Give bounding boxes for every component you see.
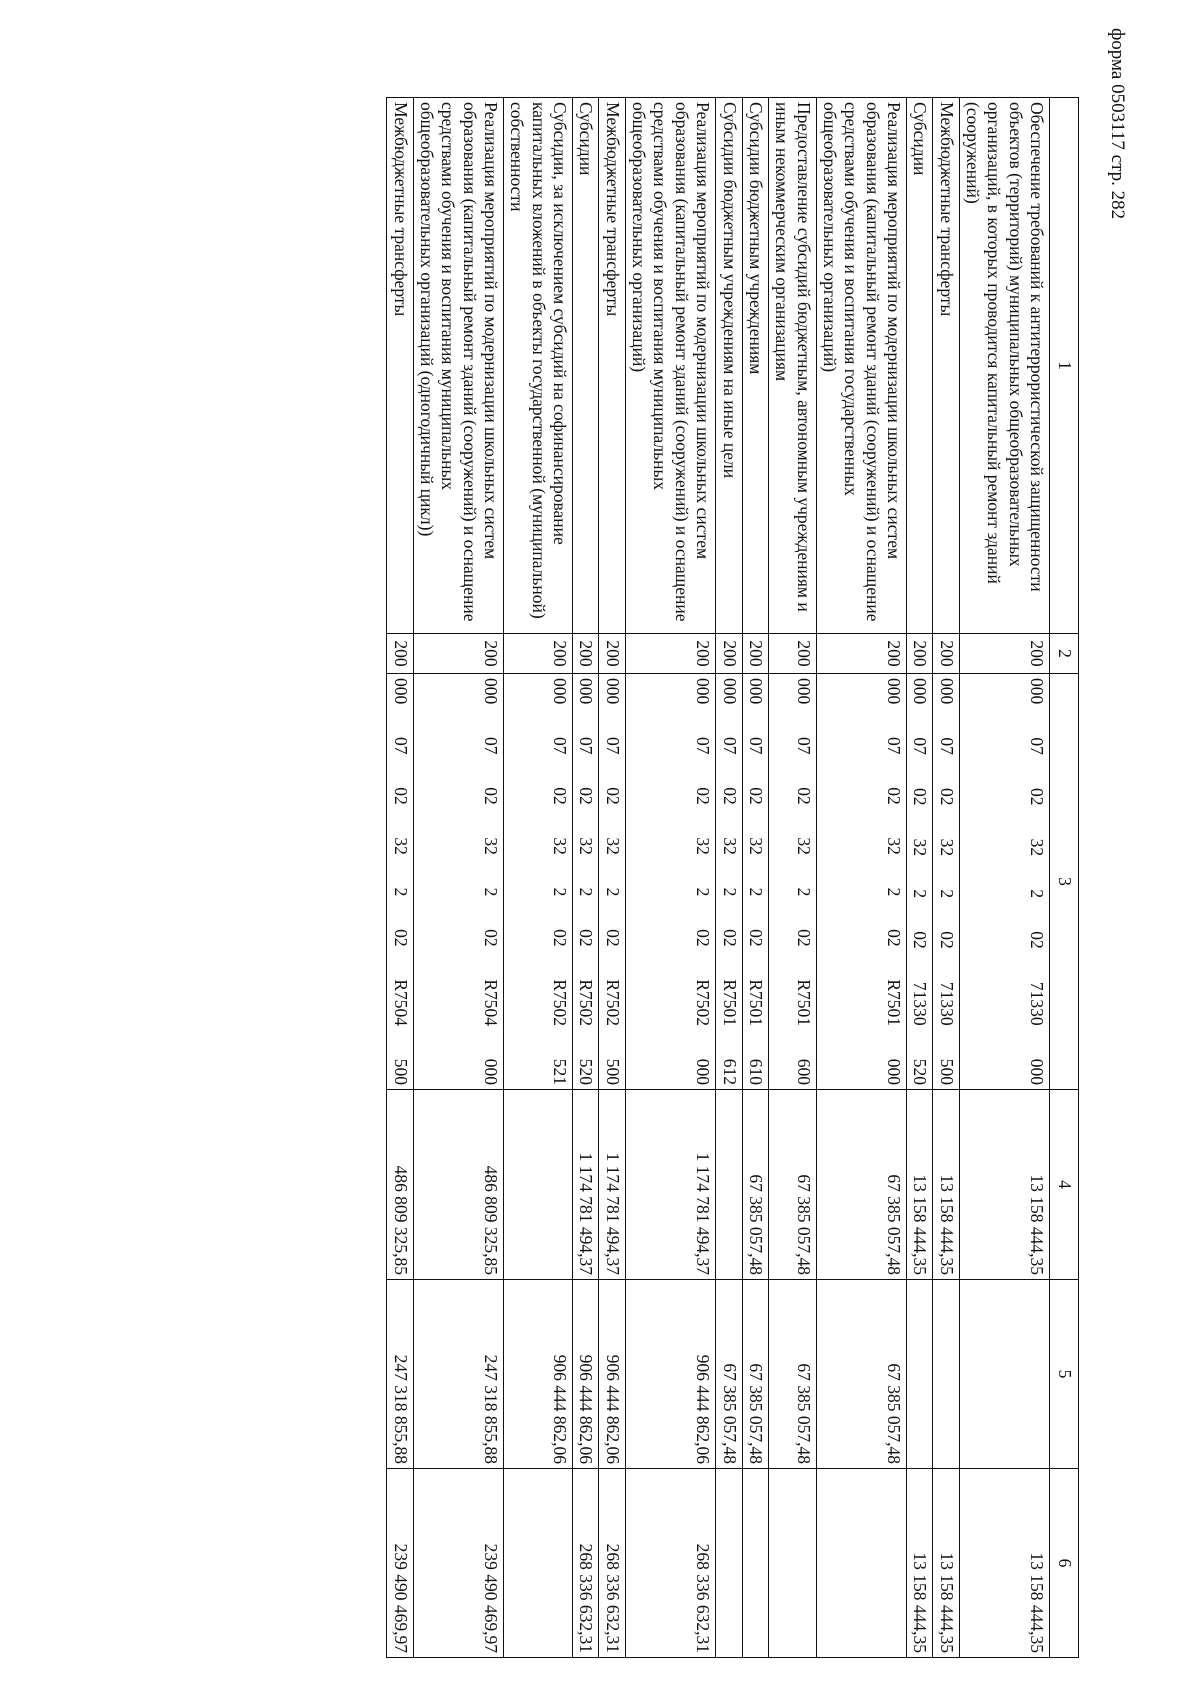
header-col-3: 3 [1050,674,1079,1090]
code-part: 07 [602,736,623,755]
amount-col-4 [504,1090,573,1280]
table-row [504,98,573,1658]
code-part: 000 [550,678,571,705]
row-name-cell: Реализация мероприятий по модернизации школьных систем образования (капитальный ремонт зданий (сооружений) и оснащение средствами обучения и воспитания муниципальных общеобразовательных организаций) [625,98,715,634]
code-part: 07 [745,736,766,755]
code-part: 02 [481,929,502,947]
amount-col-5: 906 444 862,06 [625,1280,715,1469]
classification-code-cell [906,674,932,1090]
code-part: 500 [602,1058,623,1085]
code-part: 2 [719,887,740,897]
code-part: 32 [693,837,714,855]
code-part: 2 [936,889,957,899]
classification-code [718,678,739,1085]
classification-code [909,678,930,1085]
amount-col-5 [959,1280,1049,1469]
code-part: 02 [745,787,766,805]
line-code-cell: 200 [504,634,573,674]
header-row [1050,98,1079,1658]
code-part: 02 [936,931,957,949]
code-part: 07 [793,736,814,755]
budget-table [386,97,1079,1658]
code-part: 2 [745,887,766,897]
amount-col-5: 67 385 057,48 [742,1280,768,1469]
amount-col-6: 268 336 632,31 [625,1469,715,1658]
code-part: 000 [481,678,502,705]
code-part: 02 [602,787,623,805]
amount-col-4: 67 385 057,48 [742,1090,768,1280]
code-part: 000 [602,678,623,705]
classification-code [575,678,596,1085]
row-name-cell: Реализация мероприятий по модернизации школьных систем образования (капитальный ремонт зданий (сооружений) и оснащение средствами обучения и воспитания муниципальных общеобразовательных организаций (одногодичный цикл)) [413,98,503,634]
code-part: 000 [693,1058,714,1085]
code-part: 02 [481,787,502,805]
code-part: 02 [1027,788,1047,806]
header-col-6: 6 [1050,1469,1079,1658]
amount-col-6: 13 158 444,35 [933,1469,959,1658]
classification-code-cell [504,674,573,1090]
table-row [768,98,816,1658]
amount-col-4 [716,1090,742,1280]
classification-code [935,678,956,1085]
code-part: 71330 [936,981,957,1026]
code-part: 000 [1027,1058,1047,1085]
classification-code-cell [933,674,959,1090]
code-part: R7502 [550,979,571,1026]
amount-col-5: 906 444 862,06 [599,1280,625,1469]
amount-col-4: 13 158 444,35 [959,1090,1049,1280]
classification-code [389,678,410,1085]
code-part: 02 [910,931,931,949]
form-page-label: форма 0503117 стр. 282 [1107,28,1128,220]
code-part: 32 [883,837,904,855]
code-part: 02 [910,788,931,806]
amount-col-6 [716,1469,742,1658]
classification-code-cell [599,674,625,1090]
code-part: 520 [910,1058,931,1085]
row-name-cell: Субсидии, за исключением субсидий на софинансирование капитальных вложений в объекты государственной (муниципальной) собственности [504,98,573,634]
code-part: 000 [1027,678,1047,705]
code-part: 32 [550,837,571,855]
amount-col-4: 67 385 057,48 [768,1090,816,1280]
code-part: R7501 [883,979,904,1026]
table-row [816,98,906,1658]
code-part: 02 [550,787,571,805]
amount-col-5: 67 385 057,48 [716,1280,742,1469]
header-col-1: 1 [1050,98,1079,634]
amount-col-4: 1 174 781 494,37 [625,1090,715,1280]
amount-col-4: 486 809 325,85 [413,1090,503,1280]
code-part: 32 [719,837,740,855]
amount-col-6: 268 336 632,31 [573,1469,599,1658]
code-part: 02 [745,929,766,947]
row-name-cell: Межбюджетные трансферты [933,98,959,634]
amount-col-6 [504,1469,573,1658]
line-code-cell: 200 [387,634,413,674]
amount-col-6: 239 490 469,97 [413,1469,503,1658]
classification-code-cell [768,674,816,1090]
table-row [716,98,742,1658]
code-part: 02 [883,929,904,947]
code-part: 2 [576,887,597,897]
code-part: 32 [481,837,502,855]
amount-col-4: 1 174 781 494,37 [599,1090,625,1280]
code-part: 000 [936,678,957,705]
amount-col-5: 67 385 057,48 [816,1280,906,1469]
code-part: 2 [883,887,904,897]
code-part: 000 [576,678,597,705]
code-part: 07 [936,737,957,755]
code-part: R7501 [745,979,766,1026]
code-part: 000 [910,678,931,705]
table-row [573,98,599,1658]
amount-col-6 [768,1469,816,1658]
line-code-cell: 200 [768,634,816,674]
classification-code-cell [573,674,599,1090]
classification-code [792,678,813,1085]
code-part: 02 [576,929,597,947]
amount-col-6 [816,1469,906,1658]
code-part: 07 [390,736,411,755]
code-part: 32 [602,837,623,855]
amount-col-6: 13 158 444,35 [906,1469,932,1658]
row-name-cell: Субсидии бюджетным учреждениям на иные цели [716,98,742,634]
code-part: 07 [576,736,597,755]
code-part: 02 [793,787,814,805]
line-code-cell: 200 [599,634,625,674]
code-part: R7502 [576,979,597,1026]
code-part: 02 [693,787,714,805]
code-part: 2 [481,887,502,897]
code-part: 000 [719,678,740,705]
amount-col-4: 486 809 325,85 [387,1090,413,1280]
row-name-cell: Межбюджетные трансферты [599,98,625,634]
code-part: 612 [719,1058,740,1085]
header-col-4: 4 [1050,1090,1079,1280]
classification-code-cell [387,674,413,1090]
code-part: 32 [793,837,814,855]
amount-col-5: 247 318 855,88 [387,1280,413,1469]
code-part: 610 [745,1058,766,1085]
header-col-2: 2 [1050,634,1079,674]
code-part: 000 [693,678,714,705]
line-code-cell: 200 [906,634,932,674]
code-part: 07 [550,736,571,755]
code-part: R7502 [693,979,714,1026]
classification-code-cell [716,674,742,1090]
code-part: 000 [481,1058,502,1085]
amount-col-5 [933,1280,959,1469]
code-part: 71330 [1027,981,1047,1026]
row-name-cell: Межбюджетные трансферты [387,98,413,634]
code-part: 2 [1027,889,1047,899]
line-code-cell: 200 [625,634,715,674]
line-code-cell: 200 [933,634,959,674]
code-part: 02 [719,787,740,805]
code-part: 07 [1027,737,1047,755]
amount-col-4: 13 158 444,35 [933,1090,959,1280]
code-part: 2 [602,887,623,897]
code-part: 521 [550,1058,571,1085]
code-part: 71330 [910,981,931,1026]
amount-col-5: 67 385 057,48 [768,1280,816,1469]
classification-code [883,678,904,1085]
classification-code [549,678,570,1085]
code-part: 32 [910,838,931,857]
classification-code-cell [816,674,906,1090]
code-part: 02 [576,787,597,805]
code-part: 2 [390,887,411,897]
line-code-cell: 200 [816,634,906,674]
code-part: 2 [550,887,571,897]
code-part: 000 [745,678,766,705]
table-row [387,98,413,1658]
code-part: 02 [390,929,411,947]
amount-col-6: 13 158 444,35 [959,1469,1049,1658]
table-row [933,98,959,1658]
classification-code-cell [742,674,768,1090]
table-row [906,98,932,1658]
amount-col-6: 268 336 632,31 [599,1469,625,1658]
amount-col-5: 906 444 862,06 [504,1280,573,1469]
amount-col-6 [742,1469,768,1658]
code-part: 07 [719,736,740,755]
code-part: 500 [390,1058,411,1085]
code-part: 02 [719,929,740,947]
code-part: 32 [936,838,957,857]
code-part: R7501 [719,979,740,1026]
code-part: R7502 [602,979,623,1026]
code-part: 600 [793,1058,814,1085]
classification-code-cell [959,674,1049,1090]
code-part: 500 [936,1058,957,1085]
classification-code [1026,678,1047,1085]
code-part: R7504 [390,979,411,1026]
classification-code-cell [413,674,503,1090]
row-name-cell: Субсидии [573,98,599,634]
line-code-cell: 200 [742,634,768,674]
code-part: 32 [1027,838,1047,857]
row-name-cell: Субсидии [906,98,932,634]
row-name-cell: Реализация мероприятий по модернизации школьных систем образования (капитальный ремонт зданий (сооружений) и оснащение средствами обучения и воспитания государственных общеобразовательных организаций) [816,98,906,634]
table-row [599,98,625,1658]
code-part: 000 [390,678,411,705]
classification-code-cell [625,674,715,1090]
code-part: 02 [602,929,623,947]
table-row [625,98,715,1658]
code-part: 02 [390,787,411,805]
code-part: 02 [1027,931,1047,949]
code-part: 02 [883,787,904,805]
code-part: 07 [883,736,904,755]
code-part: 32 [576,837,597,855]
classification-code [601,678,622,1085]
code-part: R7504 [481,979,502,1026]
code-part: 000 [883,678,904,705]
table-row [742,98,768,1658]
code-part: 2 [693,887,714,897]
code-part: 07 [910,737,931,755]
line-code-cell: 200 [573,634,599,674]
code-part: 02 [936,788,957,806]
code-part: 32 [390,837,411,855]
line-code-cell: 200 [959,634,1049,674]
code-part: 07 [481,736,502,755]
amount-col-4: 13 158 444,35 [906,1090,932,1280]
code-part: 2 [910,889,931,899]
table-row [959,98,1049,1658]
code-part: 520 [576,1058,597,1085]
amount-col-5: 247 318 855,88 [413,1280,503,1469]
amount-col-5 [906,1280,932,1469]
line-code-cell: 200 [413,634,503,674]
header-col-5: 5 [1050,1280,1079,1469]
classification-code [480,678,501,1085]
line-code-cell: 200 [716,634,742,674]
amount-col-4: 1 174 781 494,37 [573,1090,599,1280]
code-part: 02 [550,929,571,947]
row-name-cell: Предоставление субсидий бюджетным, автономным учреждениям и иным некоммерческим организациям [768,98,816,634]
code-part: 32 [745,837,766,855]
code-part: R7501 [793,979,814,1026]
table-body [387,98,1079,1658]
code-part: 02 [793,929,814,947]
amount-col-5: 906 444 862,06 [573,1280,599,1469]
report-table-container [114,97,1079,1657]
row-name-cell: Субсидии бюджетным учреждениям [742,98,768,634]
code-part: 000 [883,1058,904,1085]
code-part: 2 [793,887,814,897]
code-part: 000 [793,678,814,705]
row-name-cell: Обеспечение требований к антитеррористической защищенности объектов (территорий) муниципальных общеобразовательных организаций, в которых проводится капитальный ремонт зданий (сооружений) [959,98,1049,634]
table-row [413,98,503,1658]
code-part: 02 [693,929,714,947]
classification-code [745,678,766,1085]
classification-code [692,678,713,1085]
amount-col-6: 239 490 469,97 [387,1469,413,1658]
amount-col-4: 67 385 057,48 [816,1090,906,1280]
code-part: 07 [693,736,714,755]
